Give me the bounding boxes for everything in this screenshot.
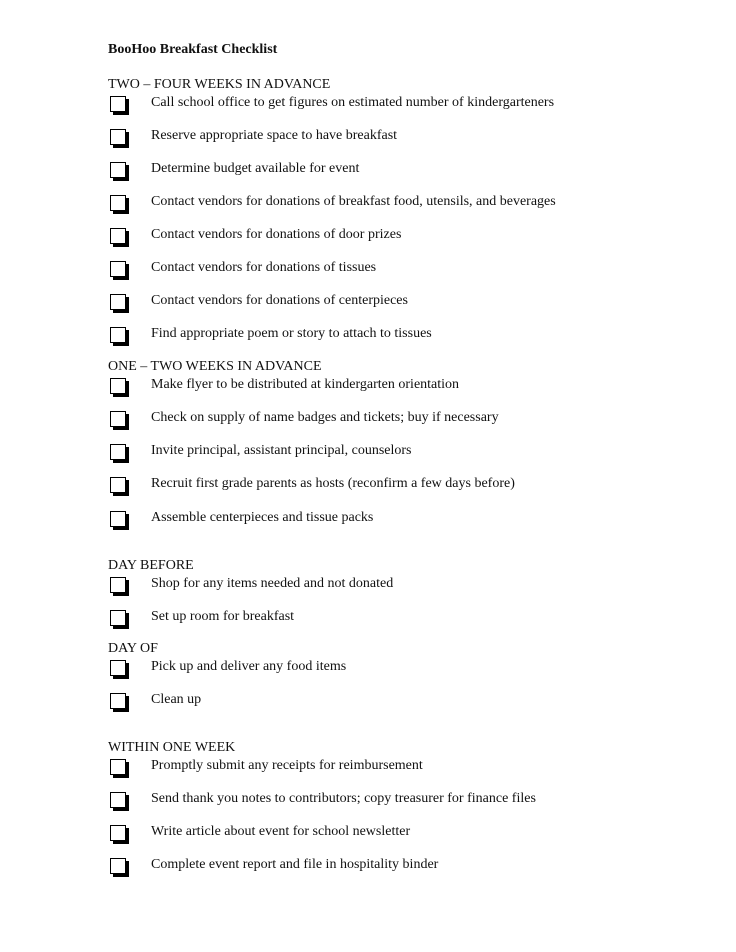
checkbox[interactable]: [110, 195, 126, 211]
item-label: Call school office to get figures on estimated number of kindergarteners: [151, 95, 555, 110]
checklist-item[interactable]: [108, 823, 708, 845]
checkbox[interactable]: [110, 444, 126, 460]
item-label: Invite principal, assistant principal, counselors: [151, 443, 412, 458]
checklist-item[interactable]: [108, 757, 708, 779]
checklist-item[interactable]: [108, 160, 708, 182]
checkbox[interactable]: [110, 327, 126, 343]
checklist-item[interactable]: [108, 94, 708, 116]
checkbox[interactable]: [110, 477, 126, 493]
item-label: Promptly submit any receipts for reimbursement: [151, 758, 423, 773]
checkbox[interactable]: [110, 577, 126, 593]
checklist-item[interactable]: [108, 193, 708, 215]
checklist-item[interactable]: [108, 259, 708, 281]
checkbox[interactable]: [110, 378, 126, 394]
checkbox[interactable]: [110, 759, 126, 775]
section-heading-within-one-week: WITHIN ONE WEEK: [108, 740, 236, 755]
checkbox[interactable]: [110, 96, 126, 112]
item-label: Determine budget available for event: [151, 161, 360, 176]
item-label: Assemble centerpieces and tissue packs: [151, 510, 374, 525]
item-label: Send thank you notes to contributors; copy treasurer for finance files: [151, 791, 536, 806]
checkbox[interactable]: [110, 294, 126, 310]
checkbox[interactable]: [110, 511, 126, 527]
checklist-item[interactable]: [108, 790, 708, 812]
checkbox[interactable]: [110, 693, 126, 709]
section-heading-day-before: DAY BEFORE: [108, 558, 194, 573]
item-label: Shop for any items needed and not donated: [151, 576, 394, 591]
checklist-item[interactable]: [108, 575, 708, 597]
checklist-item[interactable]: [108, 509, 708, 531]
checklist-item[interactable]: [108, 442, 708, 464]
checkbox[interactable]: [110, 610, 126, 626]
item-label: Recruit first grade parents as hosts (reconfirm a few days before): [151, 476, 515, 491]
checklist-item[interactable]: [108, 325, 708, 347]
checklist-item[interactable]: [108, 127, 708, 149]
checklist-item[interactable]: [108, 475, 708, 497]
item-label: Complete event report and file in hospitality binder: [151, 857, 439, 872]
checkbox[interactable]: [110, 825, 126, 841]
checkbox[interactable]: [110, 129, 126, 145]
item-label: Contact vendors for donations of centerpieces: [151, 293, 408, 308]
item-label: Make flyer to be distributed at kindergarten orientation: [151, 377, 460, 392]
section-heading-two-four-weeks: TWO – FOUR WEEKS IN ADVANCE: [108, 77, 331, 92]
checkbox[interactable]: [110, 162, 126, 178]
item-label: Set up room for breakfast: [151, 609, 295, 624]
checklist-item[interactable]: [108, 856, 708, 878]
page-title: BooHoo Breakfast Checklist: [108, 42, 278, 57]
checkbox[interactable]: [110, 261, 126, 277]
item-label: Reserve appropriate space to have breakfast: [151, 128, 398, 143]
checkbox[interactable]: [110, 660, 126, 676]
checklist-item[interactable]: [108, 691, 708, 713]
checklist-item[interactable]: [108, 658, 708, 680]
section-heading-one-two-weeks: ONE – TWO WEEKS IN ADVANCE: [108, 359, 322, 374]
section-heading-day-of: DAY OF: [108, 641, 158, 656]
item-label: Clean up: [151, 692, 202, 707]
item-label: Write article about event for school newsletter: [151, 824, 411, 839]
checklist-item[interactable]: [108, 409, 708, 431]
checklist-item[interactable]: [108, 292, 708, 314]
item-label: Check on supply of name badges and tickets; buy if necessary: [151, 410, 499, 425]
item-label: Find appropriate poem or story to attach to tissues: [151, 326, 432, 341]
checkbox[interactable]: [110, 858, 126, 874]
checkbox[interactable]: [110, 411, 126, 427]
checklist-item[interactable]: [108, 608, 708, 630]
checklist-item[interactable]: [108, 226, 708, 248]
item-label: Contact vendors for donations of breakfast food, utensils, and beverages: [151, 194, 556, 209]
checkbox[interactable]: [110, 792, 126, 808]
item-label: Contact vendors for donations of door prizes: [151, 227, 402, 242]
checkbox[interactable]: [110, 228, 126, 244]
item-label: Pick up and deliver any food items: [151, 659, 347, 674]
checklist-item[interactable]: [108, 376, 708, 398]
item-label: Contact vendors for donations of tissues: [151, 260, 377, 275]
